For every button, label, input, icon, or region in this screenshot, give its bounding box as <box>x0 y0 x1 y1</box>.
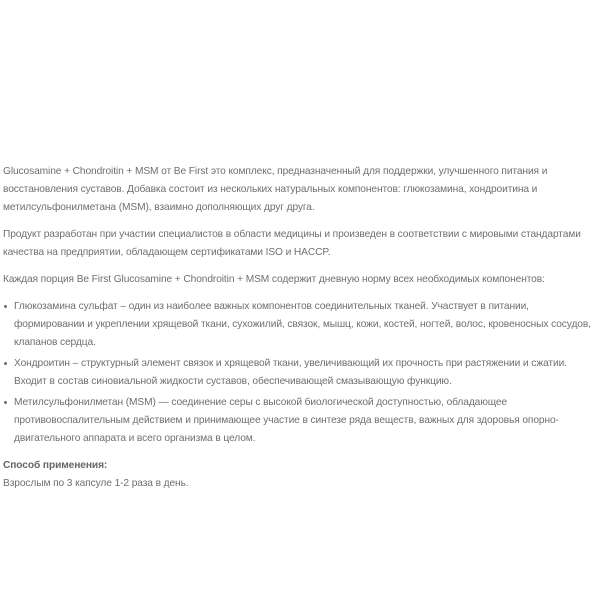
serving-paragraph: Каждая порция Be First Glucosamine + Chondroitin + MSM содержит дневную норму всех необходимых компонентов: <box>3 274 545 285</box>
development-paragraph: Продукт разработан при участии специалистов в области медицины и произведен в соответствии с мировыми стандартами качества на предприятии, обладающем сертификатами ISO и HACCP. <box>3 229 581 258</box>
list-item <box>3 298 595 352</box>
usage-text: Взрослым по 3 капсуле 1-2 раза в день. <box>3 478 189 489</box>
bullet-icon <box>4 362 7 365</box>
list-item <box>3 394 595 448</box>
components-list <box>3 298 595 448</box>
component-text: Глюкозамина сульфат – один из наиболее важных компонентов соединительных тканей. Участвует в питании, формировании и укреплении хрящевой ткани, сухожилий, связок, мышц, кожи, костей, ногтей, волос, кровеносных сосудов, клапанов сердца. <box>14 301 591 348</box>
list-item <box>3 355 595 391</box>
component-text: Метилсульфонилметан (MSM) — соединение серы с высокой биологической доступностью, обладающее противовоспалительным действием и принимающее участие в синтезе ряда веществ, важных для здоровья опорно-двигательного аппарата и всего организма в целом. <box>14 397 559 444</box>
bullet-icon <box>4 401 7 404</box>
component-text: Хондроитин – структурный элемент связок и хрящевой ткани, увеличивающий их прочность при растяжении и сжатии. Входит в состав синовиальной жидкости суставов, обеспечивающей смазывающую функцию. <box>14 358 567 387</box>
intro-paragraph: Glucosamine + Chondroitin + MSM от Be First это комплекс, предназначенный для поддержки, улучшенного питания и восстановления суставов. Добавка состоит из нескольких натуральных компонентов: глюкозамина, хондроитина и метилсульфонилметана (MSM), взаимно дополняющих друг друга. <box>3 166 548 213</box>
usage-title: Способ применения: <box>3 460 108 471</box>
bullet-icon <box>4 305 7 308</box>
product-description <box>3 163 595 493</box>
